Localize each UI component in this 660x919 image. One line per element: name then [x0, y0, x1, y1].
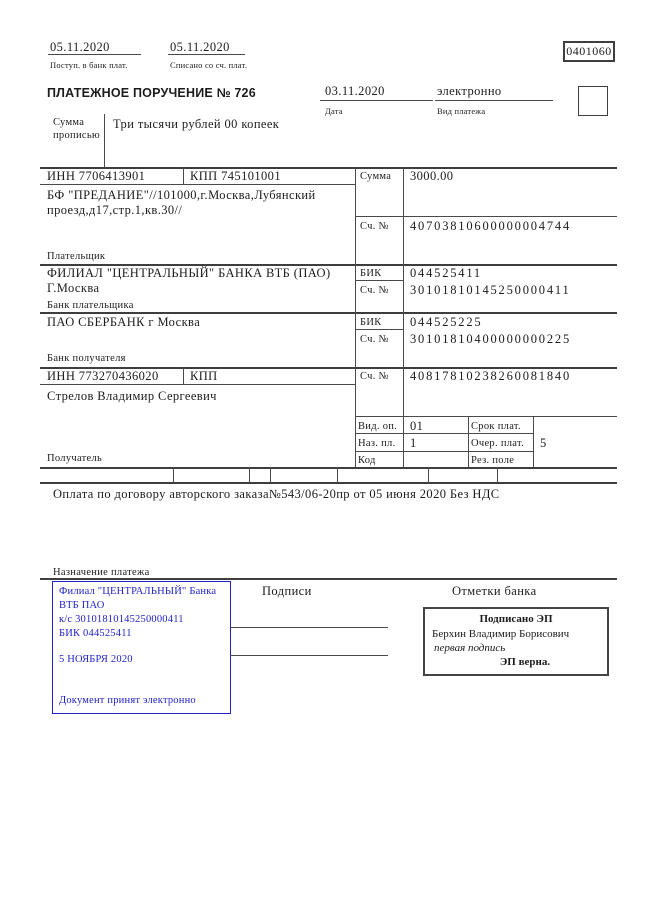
op-kind-value: 01: [410, 419, 424, 433]
payer-kpp: КПП 745101001: [190, 169, 281, 183]
cell-divider: [428, 467, 429, 483]
table-border: [40, 482, 617, 484]
stamp-corr-account: к/с 30101810145250000411: [59, 614, 184, 625]
rule: [168, 54, 245, 55]
bank-stamp: [52, 581, 231, 714]
payee-bank-account: 30101810400000000225: [410, 332, 571, 346]
cell-divider: [173, 467, 174, 483]
stamp-date: 5 НОЯБРЯ 2020: [59, 654, 133, 665]
pay-term-label: Срок плат.: [471, 421, 521, 432]
payer-bank-name1: ФИЛИАЛ "ЦЕНТРАЛЬНЫЙ" БАНКА ВТБ (ПАО): [47, 266, 331, 280]
cell-divider: [183, 167, 184, 185]
amount-words-label: Сумма прописью: [53, 117, 101, 141]
cell-divider: [403, 167, 404, 468]
payer-inn: ИНН 7706413901: [47, 169, 146, 183]
payer-bank-name2: Г.Москва: [47, 281, 100, 295]
form-code-box: [563, 41, 615, 62]
payment-purpose-label: Назначение платежа: [53, 567, 150, 578]
payer-bank-section-label: Банк плательщика: [47, 300, 134, 311]
cell-divider: [355, 451, 533, 452]
payer-name-line2: проезд,д17,стр.1,кв.30//: [47, 203, 183, 217]
received-date: 05.11.2020: [50, 40, 110, 54]
payee-bank-bik-label: БИК: [360, 317, 382, 328]
payee-bank-account-label: Сч. №: [360, 334, 389, 345]
sum-value: 3000.00: [410, 169, 454, 183]
stamp-bank-name-line2: ВТБ ПАО: [59, 600, 105, 611]
status-checkbox: [578, 86, 608, 116]
purpose-code-value: 1: [410, 436, 417, 450]
cell-divider: [40, 384, 355, 385]
reserve-field-label: Рез. поле: [471, 455, 515, 466]
code-label: Код: [358, 455, 376, 466]
payer-account-label: Сч. №: [360, 221, 389, 232]
payee-kpp-label: КПП: [190, 369, 218, 383]
signature-line: [230, 627, 388, 628]
payment-kind: электронно: [437, 84, 502, 98]
form-code: 0401060: [566, 44, 612, 58]
doc-date: 03.11.2020: [325, 84, 385, 98]
payer-bank-bik: 044525411: [410, 266, 482, 280]
table-border: [40, 467, 617, 469]
payer-section-label: Плательщик: [47, 251, 106, 262]
esign-title: Подписано ЭП: [479, 613, 553, 625]
esignature-box: [423, 607, 609, 676]
payee-section-label: Получатель: [47, 453, 103, 464]
rule: [320, 100, 433, 101]
stamp-bik: БИК 044525411: [59, 628, 132, 639]
cell-divider: [337, 467, 338, 483]
document-title: ПЛАТЕЖНОЕ ПОРУЧЕНИЕ № 726: [47, 86, 256, 100]
cell-divider: [40, 184, 355, 185]
cell-divider: [355, 416, 617, 417]
esign-kind: первая подпись: [434, 642, 506, 654]
cell-divider: [355, 216, 617, 217]
amount-in-words: Три тысячи рублей 00 копеек: [113, 117, 280, 131]
esign-verified: ЭП верна.: [499, 656, 551, 668]
esign-name: Берхин Владимир Борисович: [432, 628, 570, 640]
payer-bank-account: 30101810145250000411: [410, 283, 571, 297]
cell-divider: [533, 416, 534, 468]
sum-label: Сумма: [360, 171, 392, 182]
payee-inn: ИНН 773270436020: [47, 369, 159, 383]
payee-account: 40817810238260081840: [410, 369, 571, 383]
payer-bank-account-label: Сч. №: [360, 285, 389, 296]
signature-line: [230, 655, 388, 656]
cell-divider: [183, 367, 184, 385]
purpose-code-label: Наз. пл.: [358, 438, 396, 449]
cell-divider: [497, 467, 498, 483]
doc-date-label: Дата: [325, 106, 343, 116]
signatures-label: Подписи: [262, 584, 312, 598]
priority-label: Очер. плат.: [471, 438, 524, 449]
stamp-bank-name-line1: Филиал "ЦЕНТРАЛЬНЫЙ" Банка: [59, 586, 217, 597]
payee-bank-name: ПАО СБЕРБАНК г Москва: [47, 315, 201, 329]
table-border: [40, 578, 617, 580]
rule: [104, 114, 105, 168]
payment-kind-label: Вид платежа: [437, 106, 486, 116]
cell-divider: [355, 167, 356, 468]
rule: [48, 54, 141, 55]
priority-value: 5: [540, 436, 547, 450]
received-date-label: Поступ. в банк плат.: [50, 60, 128, 70]
stamp-note: Документ принят электронно: [59, 695, 196, 706]
payer-bank-bik-label: БИК: [360, 268, 382, 279]
payer-name-line1: БФ "ПРЕДАНИЕ"//101000,г.Москва,Лубянский: [47, 188, 316, 202]
cell-divider: [270, 467, 271, 483]
rule: [435, 100, 553, 101]
debited-date-label: Списано со сч. плат.: [170, 60, 248, 70]
payee-bank-section-label: Банк получателя: [47, 353, 126, 364]
payment-purpose: Оплата по договору авторского заказа№543/06-20пр от 05 июня 2020 Без НДС: [53, 487, 500, 501]
payee-account-label: Сч. №: [360, 371, 389, 382]
cell-divider: [468, 416, 469, 468]
payer-account: 40703810600000004744: [410, 219, 571, 233]
bank-marks-label: Отметки банка: [452, 584, 537, 598]
cell-divider: [249, 467, 250, 483]
payee-name: Стрелов Владимир Сергеевич: [47, 389, 217, 403]
debited-date: 05.11.2020: [170, 40, 230, 54]
op-kind-label: Вид. оп.: [358, 421, 398, 432]
payee-bank-bik: 044525225: [410, 315, 483, 329]
